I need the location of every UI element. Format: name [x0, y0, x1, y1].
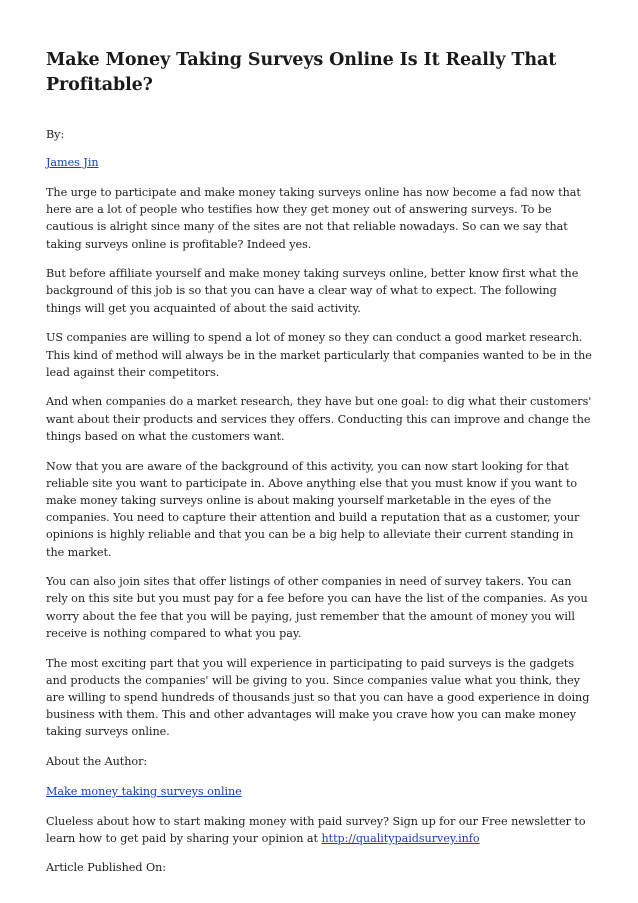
about-author-link[interactable]: Make money taking surveys online	[46, 784, 242, 798]
paragraph-3: US companies are willing to spend a lot of money so they can conduct a good market research. This kind of method will always be in the market particularly that companies wanted to be in the lead against their competitors.	[46, 331, 592, 379]
paragraph-5: Now that you are aware of the background of this activity, you can now start looking for that reliable site you want to participate in. Above anything else that you must know if you want to make money taking surveys online is about making yourself marketable in the eyes of the companies. You need to capture their attention and build a reputation that as a customer, your opinions is highly reliable and that you can be a big help to alleviate their current standing in the market.	[46, 459, 580, 559]
newsletter-link[interactable]: http://qualitypaidsurvey.info	[321, 831, 480, 845]
newsletter-paragraph	[46, 813, 594, 847]
paragraph-2: But before affiliate yourself and make money taking surveys online, better know first what the background of this job is so that you can have a clear way of what to expect. The following things will get you acquainted of about the said activity.	[46, 267, 579, 315]
about-author-label: About the Author:	[46, 755, 148, 769]
paragraph-1: The urge to participate and make money taking surveys online has now become a fad now that here are a lot of people who testifies how they get money out of answering surveys. To be cautious is alright since many of the sites are not that reliable nowadays. So can we say that taking surveys online is profitable? Indeed yes.	[46, 185, 581, 251]
paragraph-7: The most exciting part that you will experience in participating to paid surveys is the gadgets and products the companies' will be giving to you. Since companies value what you think, they are willing to spend hundreds of thousands just so that you can have a good experience in doing business with them. This and other advantages will make you crave how you can make money taking surveys online.	[46, 656, 590, 739]
about-link-line	[46, 783, 594, 800]
published-label: Article Published On:	[46, 861, 166, 875]
author-link[interactable]: James Jin	[46, 156, 99, 170]
paragraph-4: And when companies do a market research, they have but one goal: to dig what their customers' want about their products and services they offers. Conducting this can improve and change the things based on what the customers want.	[46, 395, 592, 443]
paragraph-6: You can also join sites that offer listings of other companies in need of survey takers. You can rely on this site but you must pay for a fee before you can have the list of the companies. As you worry about the fee that you will be paying, just remember that the amount of money you will receive is nothing compared to what you pay.	[46, 575, 588, 640]
byline-label: By:	[46, 128, 65, 141]
author-line	[46, 154, 594, 171]
newsletter-text: Clueless about how to start making money with paid survey? Sign up for our Free newsletter to learn how to get paid by sharing your opinion at	[46, 814, 586, 845]
article-title: Make Money Taking Surveys Online Is It Really That Profitable?	[46, 50, 557, 95]
article	[46, 48, 594, 889]
